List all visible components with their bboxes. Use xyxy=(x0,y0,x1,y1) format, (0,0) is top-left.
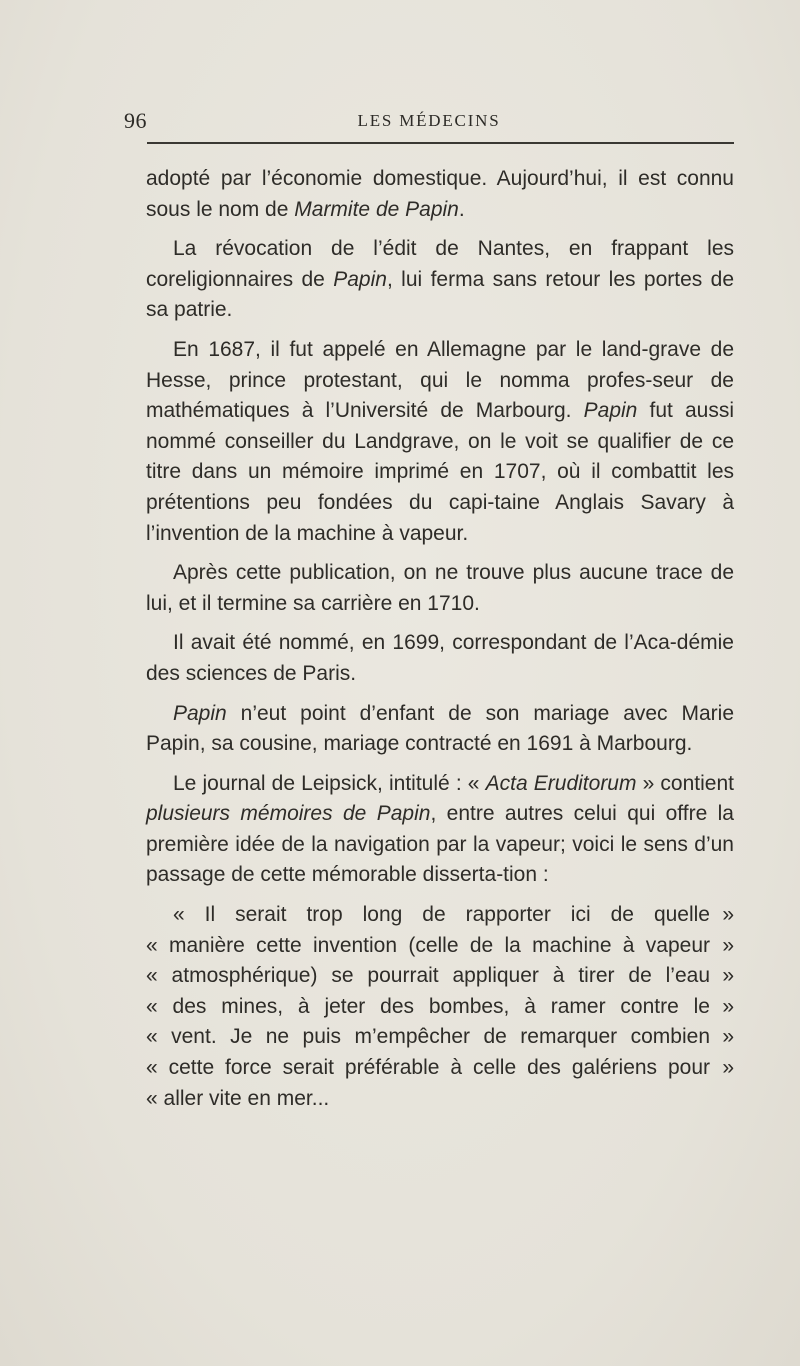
quote-line xyxy=(146,1084,734,1115)
quote-end-mark: » xyxy=(722,1025,734,1049)
quote-end-mark: » xyxy=(722,1056,734,1080)
quote-line xyxy=(146,1053,734,1084)
quote-line-text: « manière cette invention (celle de la machine à vapeur xyxy=(146,933,710,957)
text-run: . xyxy=(458,197,465,221)
running-head xyxy=(124,108,734,138)
paragraph xyxy=(146,558,734,619)
quote-line-text: « cette force serait préférable à celle des galériens pour xyxy=(146,1056,710,1080)
paragraph xyxy=(146,164,734,225)
quote-end-mark: » xyxy=(722,964,734,988)
paragraph xyxy=(146,234,734,326)
quote-line-text: « aller vite en mer... xyxy=(146,1086,330,1110)
text-run: Le journal de Leipsick, intitulé : « xyxy=(173,771,486,795)
quote-line xyxy=(146,961,734,992)
italic-text: Acta Eruditorum xyxy=(485,771,637,795)
text-run: fut aussi nommé conseiller du Landgrave, on le voit se qualifier de ce titre dans un mémoire imprimé en 1707, où il combattit les prétentions peu fondées du capi-taine Anglais Savary à l’invention de la machine à vapeur. xyxy=(146,399,734,545)
text-run: En 1687, il fut appelé en Allemagne par le land-grave de Hesse, prince protestant, qui le nomma profes-seur de mathématiques à l’Université de Marbourg. xyxy=(146,337,734,423)
quote-line-text: « des mines, à jeter des bombes, à ramer contre le xyxy=(146,994,710,1018)
quote-end-mark: » xyxy=(722,933,734,957)
paragraph xyxy=(146,769,734,891)
quote-line-text: « vent. Je ne puis m’empêcher de remarquer combien xyxy=(146,1025,710,1049)
quote-line-text: « Il serait trop long de rapporter ici de quelle xyxy=(173,903,710,927)
quote-end-mark: » xyxy=(722,994,734,1018)
text-run: , entre autres celui qui offre la première idée de la navigation par la vapeur; voici le sens d’un passage de cette mémorable disserta-tion : xyxy=(146,802,734,887)
quote-line xyxy=(146,1022,734,1053)
text-run: La révocation de l’édit de Nantes, en frappant les coreligionnaires de xyxy=(146,237,734,291)
italic-text: Papin xyxy=(583,399,638,423)
quote-line xyxy=(146,900,734,931)
block-quote xyxy=(146,900,734,1114)
running-title: LES MÉDECINS xyxy=(357,111,501,130)
text-run: Il avait été nommé, en 1699, correspondant de l’Aca-démie des sciences de Paris. xyxy=(146,631,734,685)
quote-line-text: « atmosphérique) se pourrait appliquer à tirer de l’eau xyxy=(146,964,710,988)
text-run: n’eut point d’enfant de son mariage avec Marie Papin, sa cousine, mariage contracté en 1691 à Marbourg. xyxy=(146,701,734,756)
quote-end-mark: » xyxy=(722,903,734,927)
italic-text: Papin xyxy=(173,701,227,725)
italic-text: Papin xyxy=(333,267,387,291)
paragraph xyxy=(146,335,734,549)
italic-text: Marmite de Papin xyxy=(294,197,459,221)
quote-line xyxy=(146,992,734,1023)
body-text xyxy=(146,164,734,1114)
paragraph xyxy=(146,628,734,689)
text-run: , lui ferma sans retour les portes de sa patrie. xyxy=(146,267,735,322)
header-rule xyxy=(147,142,734,144)
text-run: Après cette publication, on ne trouve plus aucune trace de lui, et il termine sa carrière en 1710. xyxy=(146,561,734,615)
text-run: adopté par l’économie domestique. Aujourd’hui, il est connu sous le nom de xyxy=(146,167,734,221)
paragraph xyxy=(146,699,734,760)
italic-text: plusieurs mémoires de Papin xyxy=(146,802,431,826)
page-number: 96 xyxy=(124,108,147,133)
quote-line xyxy=(146,931,734,962)
text-run: » contient xyxy=(636,771,734,795)
